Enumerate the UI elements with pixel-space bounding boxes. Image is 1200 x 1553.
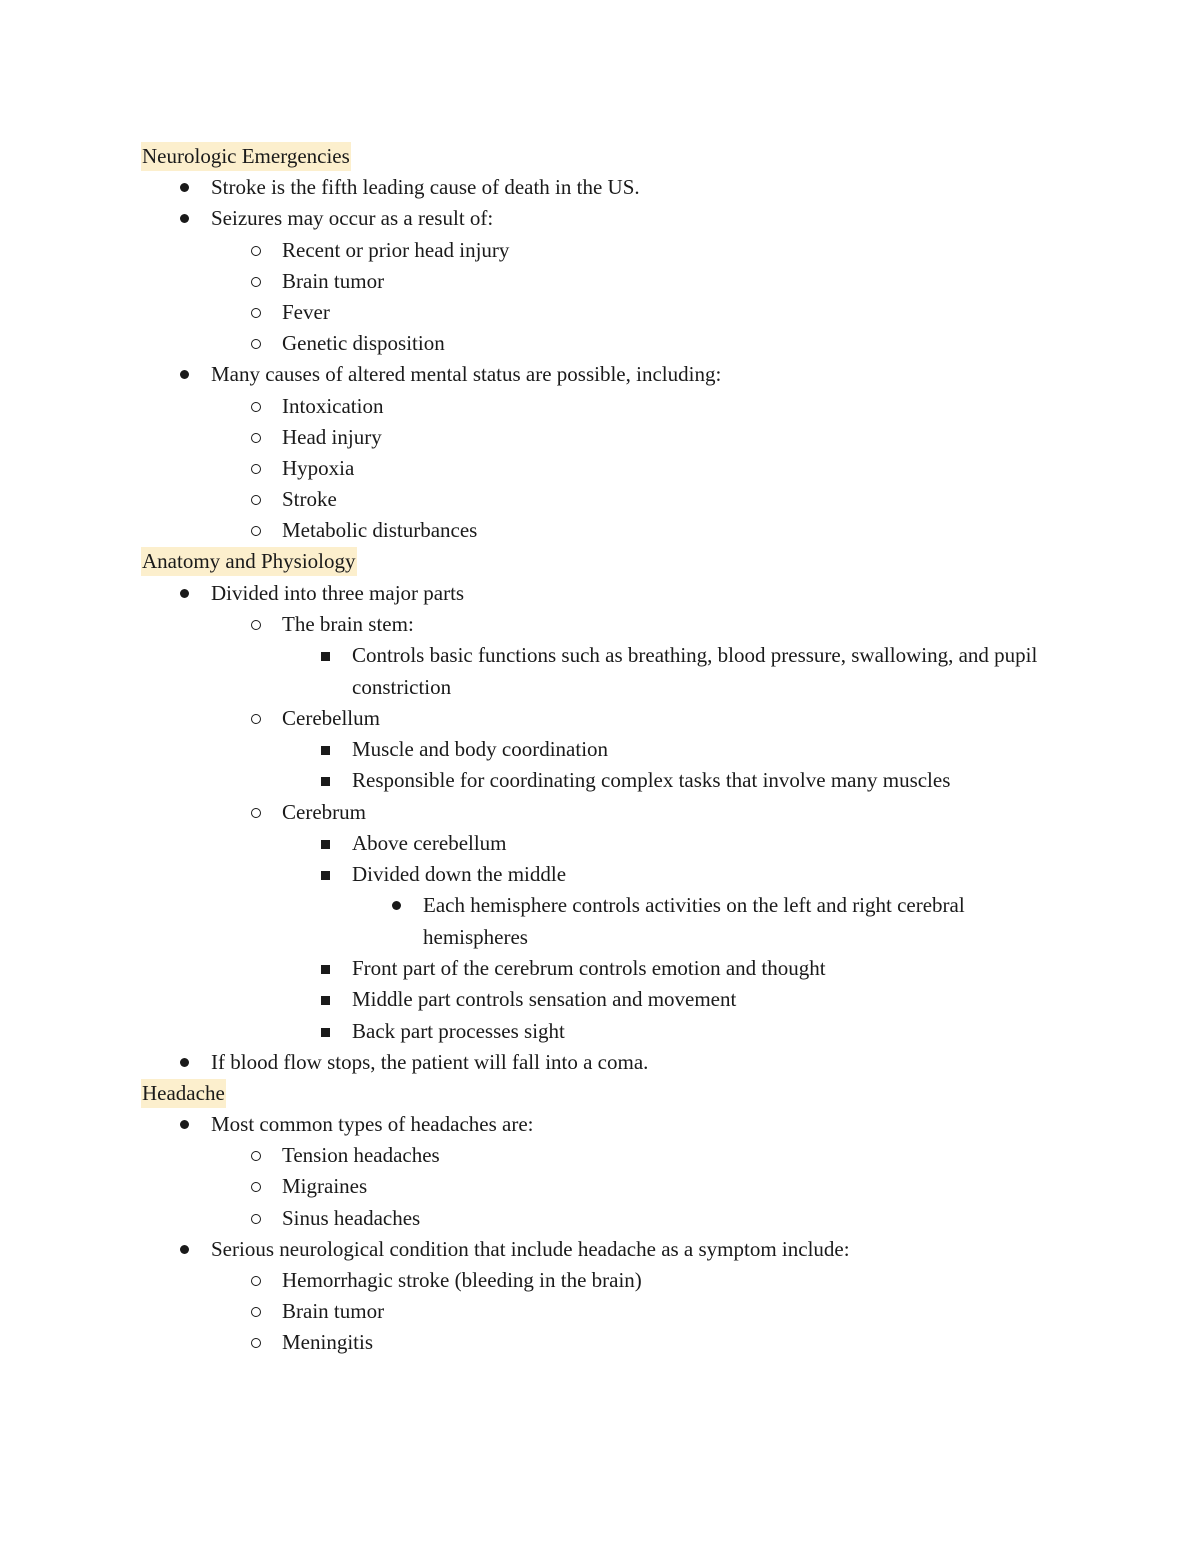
section-heading: Neurologic Emergencies (141, 142, 351, 171)
hollow-bullet-icon (251, 246, 261, 256)
list-item (0, 515, 1200, 546)
hollow-bullet-icon (251, 714, 261, 724)
hollow-bullet-icon (251, 402, 261, 412)
hollow-bullet-icon (251, 433, 261, 443)
list-item (0, 1140, 1200, 1171)
hollow-bullet-icon (251, 339, 261, 349)
hollow-bullet-icon (251, 1182, 261, 1192)
list-item-text: Seizures may occur as a result of: (211, 206, 494, 231)
list-item (0, 953, 1200, 984)
list-item-text: Stroke is the fifth leading cause of death in the US. (211, 175, 640, 200)
list-item-text: Fever (282, 299, 330, 324)
hollow-bullet-icon (251, 464, 261, 474)
list-item-text: Brain tumor (282, 268, 385, 293)
filled-bullet-icon (180, 370, 189, 379)
list-item-text: Each hemisphere controls activities on the left and right cerebral hemispheres (423, 893, 965, 949)
square-bullet-icon (321, 871, 330, 880)
hollow-bullet-icon (251, 808, 261, 818)
list-item (0, 984, 1200, 1015)
section-heading: Anatomy and Physiology (141, 547, 357, 576)
filled-bullet-icon (180, 589, 189, 598)
list-item (0, 828, 1200, 859)
list-item-text: Divided into three major parts (211, 580, 465, 605)
list-item-text: Most common types of headaches are: (211, 1112, 534, 1137)
list-item-text: Back part processes sight (352, 1018, 565, 1043)
hollow-bullet-icon (251, 620, 261, 630)
list-item-text: If blood flow stops, the patient will fall into a coma. (211, 1049, 649, 1074)
square-bullet-icon (321, 965, 330, 974)
list-item-text: Cerebellum (282, 706, 380, 730)
list-item-text: The brain stem: (282, 611, 414, 636)
list-item-text: Metabolic disturbances (282, 518, 478, 543)
list-item (0, 1265, 1200, 1296)
hollow-bullet-icon (251, 526, 261, 536)
square-bullet-icon (321, 996, 330, 1005)
hollow-bullet-icon (251, 1307, 261, 1317)
list-item (0, 578, 1200, 609)
hollow-bullet-icon (251, 308, 261, 318)
list-item-text: Brain tumor (282, 1299, 385, 1324)
list-item (0, 797, 1200, 828)
list-item-text: Responsible for coordinating complex tasks that involve many muscles (352, 768, 951, 793)
list-item (0, 1327, 1200, 1358)
list-item-text: Migraines (282, 1174, 368, 1199)
filled-bullet-icon (180, 214, 189, 223)
list-item (0, 203, 1200, 234)
list-item-text: Serious neurological condition that include headache as a symptom include: (211, 1236, 850, 1261)
list-item-text: Middle part controls sensation and movement (352, 987, 737, 1012)
list-item (0, 640, 1200, 703)
filled-bullet-icon (392, 901, 401, 910)
hollow-bullet-icon (251, 1214, 261, 1224)
list-item (0, 703, 1200, 734)
list-item-text: Divided down the middle (352, 861, 567, 886)
list-item (0, 765, 1200, 796)
list-item-text: Head injury (282, 424, 382, 449)
document-page (0, 141, 1200, 1359)
list-item-text: Tension headaches (282, 1143, 440, 1168)
list-item (0, 1016, 1200, 1047)
list-item (0, 1203, 1200, 1234)
hollow-bullet-icon (251, 1151, 261, 1161)
list-item-text: Intoxication (282, 393, 384, 418)
list-item-text: Many causes of altered mental status are possible, including: (211, 362, 722, 387)
list-item-text: Meningitis (282, 1330, 374, 1355)
filled-bullet-icon (180, 183, 189, 192)
list-item (0, 609, 1200, 640)
list-item (0, 1047, 1200, 1078)
hollow-bullet-icon (251, 1276, 261, 1286)
list-item (0, 734, 1200, 765)
section-heading-row (0, 1078, 1200, 1109)
list-item (0, 266, 1200, 297)
list-item (0, 859, 1200, 890)
list-item (0, 1296, 1200, 1327)
list-item-text: Above cerebellum (352, 830, 507, 855)
list-item-text: Cerebrum (282, 799, 366, 824)
list-item (0, 422, 1200, 453)
list-item-text: Stroke (282, 487, 337, 512)
list-item-text: Hemorrhagic stroke (bleeding in the brain) (282, 1268, 642, 1292)
list-item (0, 359, 1200, 390)
square-bullet-icon (321, 1028, 330, 1037)
square-bullet-icon (321, 652, 330, 661)
section-heading: Headache (141, 1079, 226, 1108)
list-item (0, 1234, 1200, 1265)
list-item-text: Hypoxia (282, 455, 355, 480)
list-item-text: Muscle and body coordination (352, 737, 609, 762)
hollow-bullet-icon (251, 277, 261, 287)
list-item (0, 484, 1200, 515)
square-bullet-icon (321, 777, 330, 786)
list-item (0, 391, 1200, 422)
list-item-text: Controls basic functions such as breathing, blood pressure, swallowing, and pupil constriction (352, 643, 1038, 699)
list-item (0, 297, 1200, 328)
list-item-text: Sinus headaches (282, 1205, 421, 1230)
list-item (0, 235, 1200, 266)
hollow-bullet-icon (251, 1338, 261, 1348)
square-bullet-icon (321, 746, 330, 755)
section-heading-row (0, 141, 1200, 172)
list-item (0, 1109, 1200, 1140)
section-heading-row (0, 546, 1200, 577)
square-bullet-icon (321, 840, 330, 849)
filled-bullet-icon (180, 1245, 189, 1254)
hollow-bullet-icon (251, 495, 261, 505)
list-item (0, 1171, 1200, 1202)
filled-bullet-icon (180, 1120, 189, 1129)
list-item (0, 890, 1200, 953)
list-item (0, 328, 1200, 359)
list-item-text: Genetic disposition (282, 331, 445, 356)
list-item-text: Front part of the cerebrum controls emotion and thought (352, 956, 826, 981)
list-item (0, 172, 1200, 203)
list-item-text: Recent or prior head injury (282, 237, 510, 262)
filled-bullet-icon (180, 1058, 189, 1067)
list-item (0, 453, 1200, 484)
